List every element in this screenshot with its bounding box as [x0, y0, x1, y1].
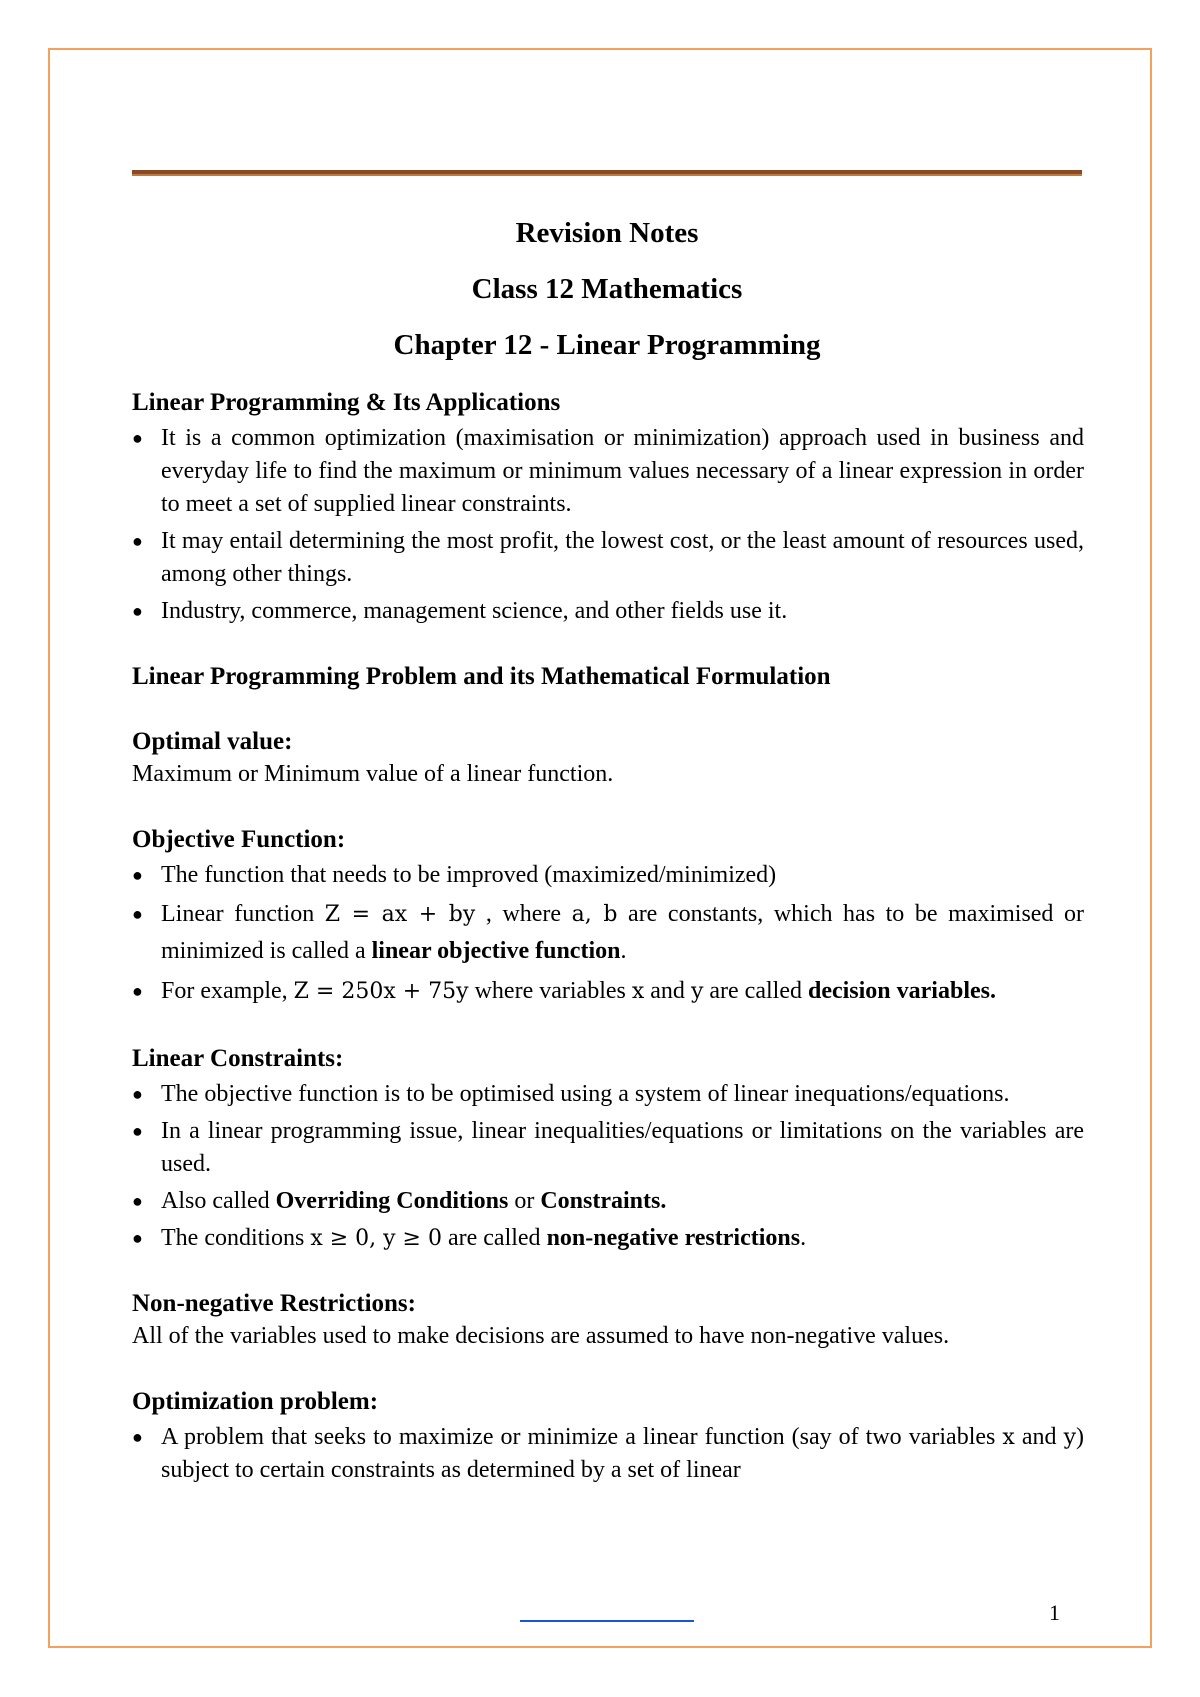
bullet-list	[132, 422, 1084, 628]
document-body	[132, 386, 1084, 1491]
math-expression: x	[631, 979, 645, 1004]
document-title: Revision Notes	[515, 217, 699, 249]
text-run: Also called	[161, 1188, 276, 1214]
math-expression: Z = 250x + 75y	[293, 979, 469, 1004]
text-run: .	[800, 1225, 807, 1251]
list-item	[132, 1222, 1084, 1255]
section-linear-constraints	[132, 1042, 1084, 1255]
list-item: ● The objective function is to be optimised using a system of linear inequations/equations.	[132, 1078, 1084, 1111]
list-item: ● In a linear programming issue, linear inequalities/equations or limitations on the variables are used.	[132, 1115, 1084, 1181]
section-objective-function	[132, 823, 1084, 1010]
math-expression: x ≥ 0, y ≥ 0	[310, 1226, 442, 1251]
section-optimization-problem	[132, 1385, 1084, 1487]
title-block	[132, 205, 1082, 373]
list-item	[132, 1421, 1084, 1487]
text-run: where variables	[468, 978, 632, 1004]
math-expression: a, b	[571, 902, 618, 927]
section-text: All of the variables used to make decisions are assumed to have non-negative values.	[132, 1323, 950, 1349]
text-run: ) subject to certain constraints as determined by a set of linear	[161, 1424, 1085, 1483]
document-subtitle: Class 12 Mathematics	[471, 273, 743, 305]
bold-term: linear objective function	[371, 938, 621, 964]
chapter-title: Chapter 12 - Linear Programming	[393, 329, 821, 361]
math-expression: y	[690, 979, 704, 1004]
page-number: 1	[1049, 1600, 1060, 1625]
text-run: The conditions	[161, 1225, 311, 1251]
list-item: ● Industry, commerce, management science, and other fields use it.	[132, 595, 1084, 628]
text-run: are constants, which has to be maximised or minimized is called a	[161, 901, 1085, 964]
section-applications	[132, 386, 1084, 628]
list-item: ● The function that needs to be improved (maximized/minimized)	[132, 859, 1084, 892]
section-heading: Linear Programming Problem and its Mathematical Formulation	[132, 663, 831, 690]
text-run: .	[620, 938, 627, 964]
text-run: A problem that seeks to maximize or minimize a linear function (say of two variables	[161, 1424, 1003, 1450]
section-heading: Objective Function:	[132, 826, 346, 853]
list-item	[132, 896, 1084, 969]
section-heading: Non-negative Restrictions:	[132, 1290, 416, 1317]
text-run: Linear function	[161, 901, 325, 927]
list-item: ● It is a common optimization (maximisation or minimization) approach used in business and everyday life to find the maximum or minimum values necessary of a linear expression in order to meet a set of supplied linear constraints.	[132, 422, 1084, 521]
section-heading: Linear Constraints:	[132, 1045, 344, 1072]
bullet-list	[132, 1421, 1084, 1487]
header-rule	[132, 170, 1082, 176]
section-optimal-value	[132, 725, 1084, 791]
bold-term: Overriding Conditions	[275, 1188, 509, 1214]
section-non-negative-restrictions	[132, 1287, 1084, 1353]
footer-link[interactable]	[520, 1620, 694, 1622]
bold-term: decision variables.	[807, 978, 996, 1004]
bold-term: non-negative restrictions	[546, 1225, 801, 1251]
math-expression: y	[1063, 1425, 1077, 1450]
bullet-list	[132, 1078, 1084, 1255]
math-expression: Z = ax + by	[324, 902, 476, 927]
section-formulation	[132, 660, 1084, 693]
math-expression: x	[1002, 1425, 1015, 1450]
list-item: ● It may entail determining the most profit, the lowest cost, or the least amount of resources used, among other things.	[132, 525, 1084, 591]
bullet-list	[132, 859, 1084, 1010]
section-text: Maximum or Minimum value of a linear function.	[132, 761, 614, 787]
text-run: are called	[703, 978, 808, 1004]
text-run: are called	[441, 1225, 547, 1251]
section-heading: Linear Programming & Its Applications	[132, 389, 561, 416]
text-run: or	[508, 1188, 541, 1214]
list-item	[132, 973, 1084, 1010]
text-run: and	[644, 978, 691, 1004]
text-run: and	[1014, 1424, 1064, 1450]
section-heading: Optimal value:	[132, 728, 293, 755]
text-run: , where	[475, 901, 572, 927]
text-run: For example,	[161, 978, 294, 1004]
bold-term: Constraints.	[540, 1188, 667, 1214]
list-item	[132, 1185, 1084, 1218]
section-heading: Optimization problem:	[132, 1388, 379, 1415]
